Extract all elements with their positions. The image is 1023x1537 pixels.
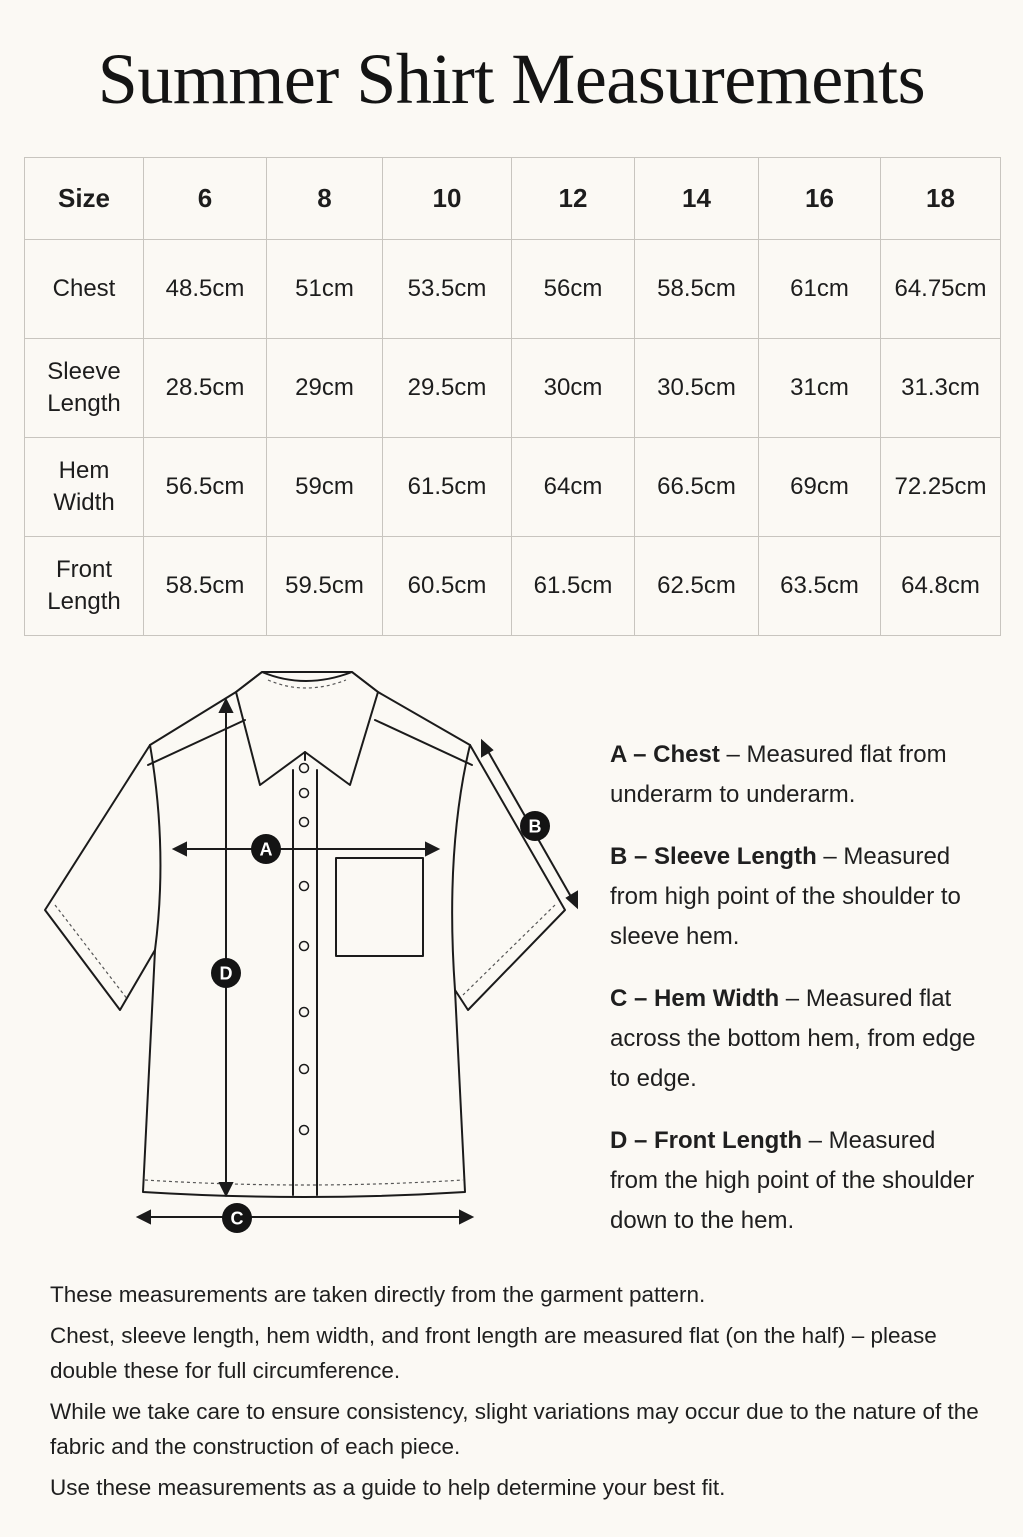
table-cell: 61cm <box>759 240 881 339</box>
table-cell: 64.75cm <box>881 240 1001 339</box>
table-cell: 63.5cm <box>759 537 881 636</box>
legend-item-chest <box>610 735 990 815</box>
legend-desc: – Measured flat from underarm to underarm. <box>610 741 947 808</box>
table-cell: 29.5cm <box>383 339 512 438</box>
header-cell: Size <box>25 158 144 240</box>
legend-desc: – Measured flat across the bottom hem, from edge to edge. <box>610 985 976 1092</box>
legend-term: A – Chest <box>610 741 720 768</box>
marker-a <box>251 834 281 864</box>
table-cell: 56.5cm <box>144 438 267 537</box>
legend-item-front-length <box>610 1121 990 1241</box>
legend-desc: – Measured from high point of the shoulder to sleeve hem. <box>610 843 961 950</box>
row-label: Chest <box>25 240 144 339</box>
table-cell: 30.5cm <box>635 339 759 438</box>
chest-pocket <box>336 858 423 956</box>
table-cell: 61.5cm <box>383 438 512 537</box>
row-label: Hem Width <box>25 438 144 537</box>
legend-item-hem-width <box>610 979 990 1099</box>
table-cell: 31cm <box>759 339 881 438</box>
table-header-row <box>25 158 1001 240</box>
table-cell: 53.5cm <box>383 240 512 339</box>
table-cell: 72.25cm <box>881 438 1001 537</box>
table-cell: 60.5cm <box>383 537 512 636</box>
table-cell: 58.5cm <box>635 240 759 339</box>
table-cell: 29cm <box>267 339 383 438</box>
measurement-legend <box>610 735 990 1263</box>
note-text: These measurements are taken directly from the garment pattern. <box>50 1282 706 1307</box>
shirt-diagram <box>30 660 590 1240</box>
table-cell: 69cm <box>759 438 881 537</box>
table-row <box>25 339 1001 438</box>
header-cell: 18 <box>881 158 1001 240</box>
page-title: Summer Shirt Measurements <box>97 39 926 119</box>
table-cell: 61.5cm <box>512 537 635 636</box>
table-row <box>25 240 1001 339</box>
table-cell: 31.3cm <box>881 339 1001 438</box>
table-cell: 48.5cm <box>144 240 267 339</box>
table-cell: 28.5cm <box>144 339 267 438</box>
row-label: Sleeve Length <box>25 339 144 438</box>
size-chart-table <box>24 157 1001 636</box>
table-cell: 56cm <box>512 240 635 339</box>
table-cell: 62.5cm <box>635 537 759 636</box>
header-cell: 16 <box>759 158 881 240</box>
svg-text:D: D <box>219 963 233 984</box>
legend-term: B – Sleeve Length <box>610 843 817 870</box>
header-cell: 6 <box>144 158 267 240</box>
note-text: While we take care to ensure consistency, slight variations may occur due to the nature of the fabric and the construction of each piece. <box>50 1399 979 1459</box>
table-cell: 58.5cm <box>144 537 267 636</box>
row-label: Front Length <box>25 537 144 636</box>
legend-item-sleeve-length <box>610 837 990 957</box>
table-cell: 66.5cm <box>635 438 759 537</box>
legend-term: D – Front Length <box>610 1127 802 1154</box>
svg-text:A: A <box>259 839 273 860</box>
table-cell: 64.8cm <box>881 537 1001 636</box>
table-cell: 59cm <box>267 438 383 537</box>
table-row <box>25 537 1001 636</box>
measurement-notes <box>50 1277 980 1511</box>
note-text: Chest, sleeve length, hem width, and front length are measured flat (on the half) – please double these for full circumference. <box>50 1323 937 1383</box>
header-cell: 8 <box>267 158 383 240</box>
legend-term: C – Hem Width <box>610 985 780 1012</box>
svg-text:B: B <box>528 816 542 837</box>
header-cell: 10 <box>383 158 512 240</box>
table-cell: 30cm <box>512 339 635 438</box>
note-text: Use these measurements as a guide to help determine your best fit. <box>50 1475 726 1500</box>
marker-b <box>520 811 550 841</box>
table-cell: 51cm <box>267 240 383 339</box>
table-cell: 59.5cm <box>267 537 383 636</box>
marker-d <box>211 958 241 988</box>
marker-c <box>222 1203 252 1233</box>
table-row <box>25 438 1001 537</box>
legend-desc: – Measured from the high point of the shoulder down to the hem. <box>610 1127 975 1234</box>
table-cell: 64cm <box>512 438 635 537</box>
header-cell: 14 <box>635 158 759 240</box>
header-cell: 12 <box>512 158 635 240</box>
svg-text:C: C <box>230 1208 244 1229</box>
